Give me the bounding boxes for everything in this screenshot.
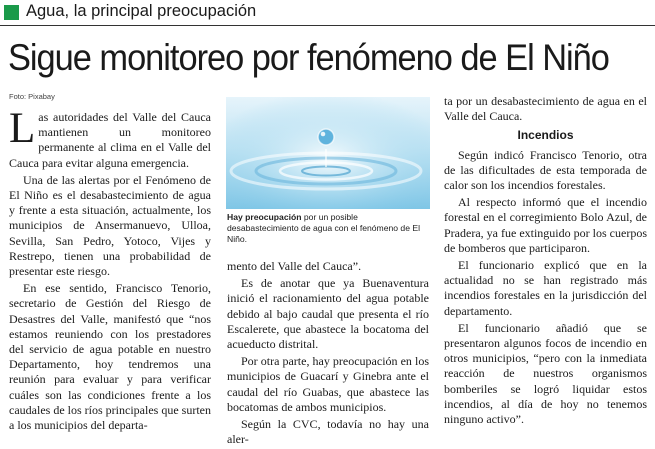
article-photo xyxy=(226,97,430,209)
paragraph: Por otra parte, hay preocupación en los municipios de Guacarí y Ginebra ante el caudal del río Guabas, que abastece las bocatomas de ambos municipios. xyxy=(227,354,429,414)
paragraph: Según indicó Francisco Tenorio, otra de las dificultades de esta temporada de calor son los incendios forestales. xyxy=(444,147,647,193)
section-marker xyxy=(4,5,19,20)
paragraph: mento del Valle del Cauca”. xyxy=(227,259,362,273)
divider xyxy=(0,25,655,26)
paragraph: En ese sentido, Francisco Tenorio, secretario de Gestión del Riesgo de Desastres del Valle, manifestó que “nos estamos reuniendo con los prestadores del servicio de agua potable en nuestro Departamento, hoy tendremos una reunión para evaluar y para verificar cuáles son las condiciones frente a los caudales de los ríos principales que surten a los municipios del departa- xyxy=(9,281,211,433)
paragraph: Es de anotar que ya Buenaventura inició el racionamiento del agua potable debido al bajo caudal que presenta el río Escalerete, que abastece la bocatoma del acueducto distrital. xyxy=(227,276,429,352)
section-kicker: Agua, la principal preocupación xyxy=(26,2,257,20)
paragraph: ta por un desabastecimiento de agua en el Valle del Cauca. xyxy=(444,94,647,124)
article-column-3 xyxy=(444,94,647,429)
paragraph: Una de las alertas por el Fenómeno de El Niño es el desabastecimiento de agua y frente a esta situación, actualmente, los municipios de Ansermanuevo, Ulloa, Sevilla, San Pedro, Yotoco, Vijes y Restrepo, tienen una probabilidad de presentar este riesgo. xyxy=(9,172,211,279)
paragraph: Las autoridades del Valle del Cauca mantienen un monitoreo permanente al clima en el Valle del Cauca para evitar alguna emergencia. xyxy=(9,105,211,170)
paragraph: Según la CVC, todavía no hay una aler- xyxy=(227,417,429,447)
article-column-2 xyxy=(227,259,429,449)
photo-credit: Foto: Pixabay xyxy=(9,92,55,101)
drop-cap: L xyxy=(9,105,36,152)
page-title: Sigue monitoreo por fenómeno de El Niño xyxy=(8,37,609,78)
paragraph: Al respecto informó que el incendio forestal en el corregimiento Bolo Azul, de Pradera, ya fue extinguido por los cuerpos de bomberos que participaron. xyxy=(444,195,647,255)
paragraph: El funcionario añadió que se presentaron algunos focos de incendio en otros municipios, “pero con la inmediata reacción de nuestros organismos bomberiles se logró liquidar estos incendios, al día de hoy no tenemos ninguno activo”. xyxy=(444,320,647,427)
paragraph: El funcionario explicó que en la actualidad no se han registrado más incendios forestales en la jurisdicción del departamento. xyxy=(444,258,647,318)
article-column-1 xyxy=(9,105,211,435)
water-drop-icon xyxy=(226,97,430,209)
subheading: Incendios xyxy=(517,128,574,143)
photo-caption: Hay preocupación por un posible desabastecimiento de agua con el fenómeno de El Niño. xyxy=(227,212,421,244)
